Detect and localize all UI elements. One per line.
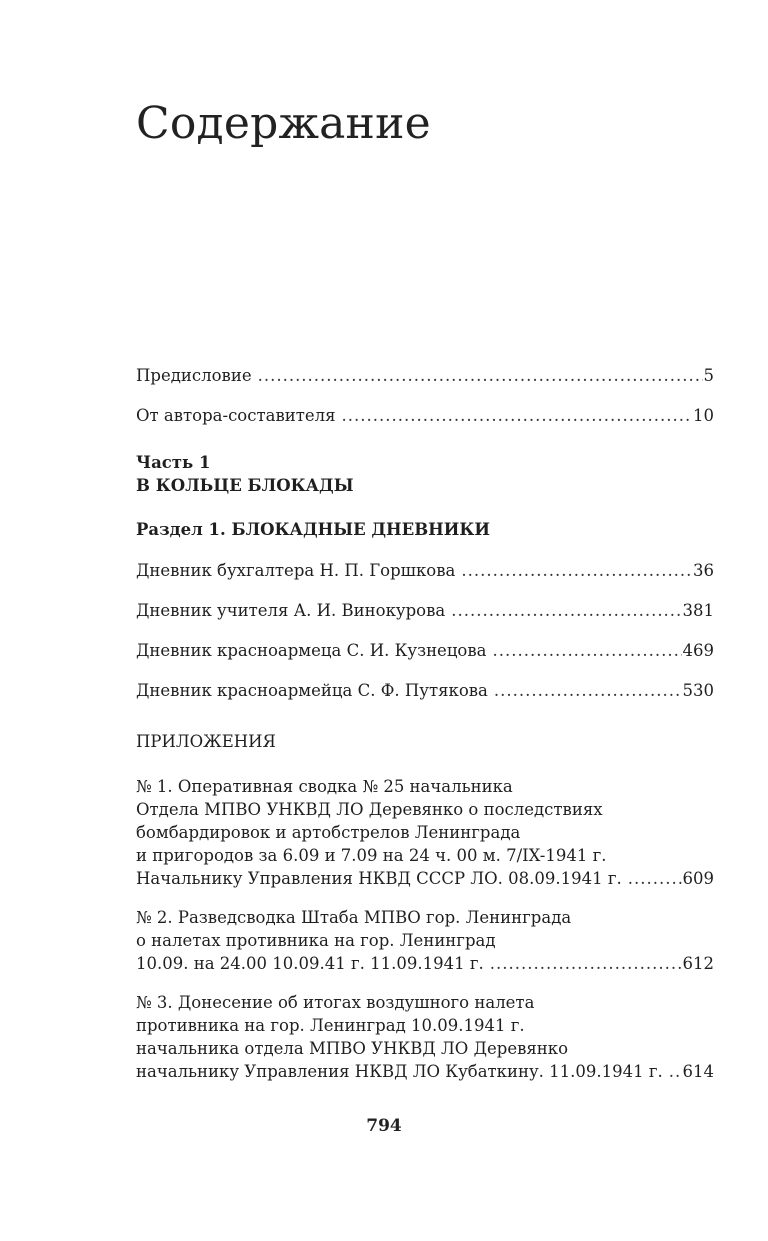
table-of-contents [136, 364, 714, 1083]
toc-entry-appendix [136, 991, 714, 1083]
toc-entry-page: 5 [703, 366, 714, 385]
dot-leader [461, 559, 692, 582]
dot-leader [669, 1060, 682, 1083]
part-title: В КОЛЬЦЕ БЛОКАДЫ [136, 476, 354, 495]
toc-entry-page: 612 [682, 954, 714, 973]
appendices-heading: ПРИЛОЖЕНИЯ [136, 732, 276, 751]
toc-entry-title: Дневник бухгалтера Н. П. Горшкова [136, 561, 456, 580]
page-number: 794 [366, 1116, 402, 1136]
toc-entry-title: Дневник красноармейца С. Ф. Путякова [136, 681, 488, 700]
dot-leader [494, 679, 682, 702]
part-label: Часть 1 [136, 453, 211, 472]
toc-entry-title: Предисловие [136, 366, 252, 385]
toc-entry-title: начальнику Управления НКВД ЛО Кубаткину. 11.09.1941 г. [136, 1062, 663, 1081]
toc-entry-title: 10.09. на 24.00 10.09.41 г. 11.09.1941 г. [136, 954, 484, 973]
page-title: Содержание [136, 98, 431, 149]
toc-entry-page: 10 [693, 406, 714, 425]
dot-leader [490, 952, 682, 975]
toc-entry-page: 530 [682, 681, 714, 700]
toc-entry-diary [136, 599, 714, 622]
toc-entry-page: 381 [682, 601, 714, 620]
toc-entry-diary [136, 679, 714, 702]
appendix-last-line [136, 867, 714, 890]
appendix-line: бомбардировок и артобстрелов Ленинграда [136, 823, 521, 842]
dot-leader [342, 404, 692, 427]
toc-entry-title: Начальнику Управления НКВД СССР ЛО. 08.09.1941 г. [136, 869, 622, 888]
appendix-line: противника на гор. Ленинград 10.09.1941 г. [136, 1016, 525, 1035]
toc-entry-page: 36 [693, 561, 714, 580]
toc-entry-page: 469 [682, 641, 714, 660]
appendix-line: № 1. Оперативная сводка № 25 начальника [136, 777, 513, 796]
dot-leader [258, 364, 703, 387]
toc-entry-page: 609 [682, 869, 714, 888]
toc-entry-preface [136, 364, 714, 387]
toc-entry-appendix [136, 906, 714, 975]
appendix-line: № 3. Донесение об итогах воздушного налета [136, 993, 535, 1012]
appendix-line: № 2. Разведсводка Штаба МПВО гор. Ленинграда [136, 908, 572, 927]
toc-entry-title: От автора-составителя [136, 406, 336, 425]
toc-entry-author-note [136, 404, 714, 427]
toc-entry-page: 614 [682, 1062, 714, 1081]
section-title: Раздел 1. БЛОКАДНЫЕ ДНЕВНИКИ [136, 520, 490, 539]
dot-leader [493, 639, 682, 662]
dot-leader [451, 599, 681, 622]
appendix-line: Отдела МПВО УНКВД ЛО Деревянко о последствиях [136, 800, 603, 819]
appendix-last-line [136, 952, 714, 975]
toc-entry-appendix [136, 775, 714, 890]
dot-leader [628, 867, 682, 890]
appendix-line: начальника отдела МПВО УНКВД ЛО Деревянко [136, 1039, 569, 1058]
toc-entry-diary [136, 559, 714, 582]
toc-entry-title: Дневник учителя А. И. Винокурова [136, 601, 446, 620]
appendix-line: о налетах противника на гор. Ленинград [136, 931, 496, 950]
toc-entry-diary [136, 639, 714, 662]
appendix-last-line [136, 1060, 714, 1083]
appendix-line: и пригородов за 6.09 и 7.09 на 24 ч. 00 м. 7/IX-1941 г. [136, 846, 607, 865]
toc-entry-title: Дневник красноармеца С. И. Кузнецова [136, 641, 487, 660]
